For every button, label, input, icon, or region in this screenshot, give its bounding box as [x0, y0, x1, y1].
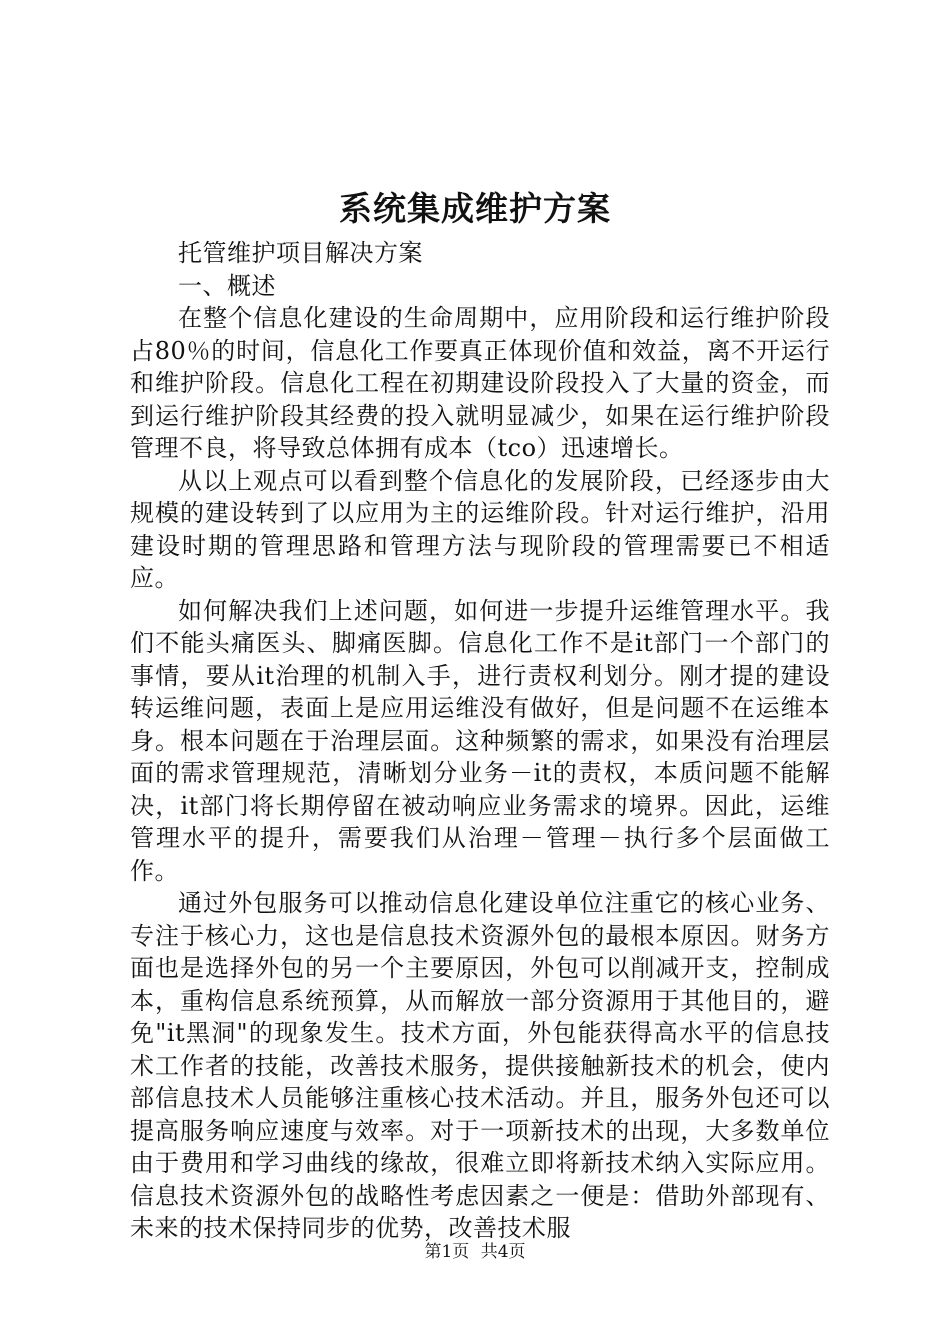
page-footer [0, 1240, 950, 1264]
page-total: 共4页 [480, 1242, 526, 1262]
body-paragraph: 从以上观点可以看到整个信息化的发展阶段，已经逐步由大规模的建设转到了以应用为主的运维阶段。针对运行维护，沿用建设时期的管理思路和管理方法与现阶段的管理需要已不相适应。 [130, 466, 830, 592]
page-number: 第1页 [424, 1242, 470, 1262]
document-body [130, 237, 830, 1245]
body-paragraph: 如何解决我们上述问题，如何进一步提升运维管理水平。我们不能头痛医头、脚痛医脚。信息化工作不是it部门一个部门的事情，要从it治理的机制入手，进行责权利划分。刚才提的建设转运维问题，表面上是应用运维没有做好，但是问题不在运维本身。根本问题在于治理层面。这种频繁的需求，如果没有治理层面的需求管理规范，清晰划分业务－it的责权，本质问题不能解决，it部门将长期停留在被动响应业务需求的境界。因此，运维管理水平的提升，需要我们从治理－管理－执行多个层面做工作。 [130, 596, 830, 885]
document-title: 系统集成维护方案 [339, 189, 611, 228]
body-paragraph: 在整个信息化建设的生命周期中，应用阶段和运行维护阶段占80％的时间，信息化工作要真正体现价值和效益，离不开运行和维护阶段。信息化工程在初期建设阶段投入了大量的资金，而到运行维护阶段其经费的投入就明显减少，如果在运行维护阶段管理不良，将导致总体拥有成本（tco）迅速增长。 [130, 304, 830, 462]
section-heading: 一、概述 [178, 271, 276, 300]
document-subtitle: 托管维护项目解决方案 [178, 239, 423, 267]
body-paragraph: 通过外包服务可以推动信息化建设单位注重它的核心业务、专注于核心力，这也是信息技术资源外包的最根本原因。财务方面也是选择外包的另一个主要原因，外包可以削减开支，控制成本，重构信息系统预算，从而解放一部分资源用于其他目的，避免"it黑洞"的现象发生。技术方面，外包能获得高水平的信息技术工作者的技能，改善技术服务，提供接触新技术的机会，使内部信息技术人员能够注重核心技术活动。并且，服务外包还可以提高服务响应速度与效率。对于一项新技术的出现，大多数单位由于费用和学习曲线的缘故，很难立即将新技术纳入实际应用。信息技术资源外包的战略性考虑因素之一便是：借助外部现有、未来的技术保持同步的优势，改善技术服 [130, 889, 830, 1242]
